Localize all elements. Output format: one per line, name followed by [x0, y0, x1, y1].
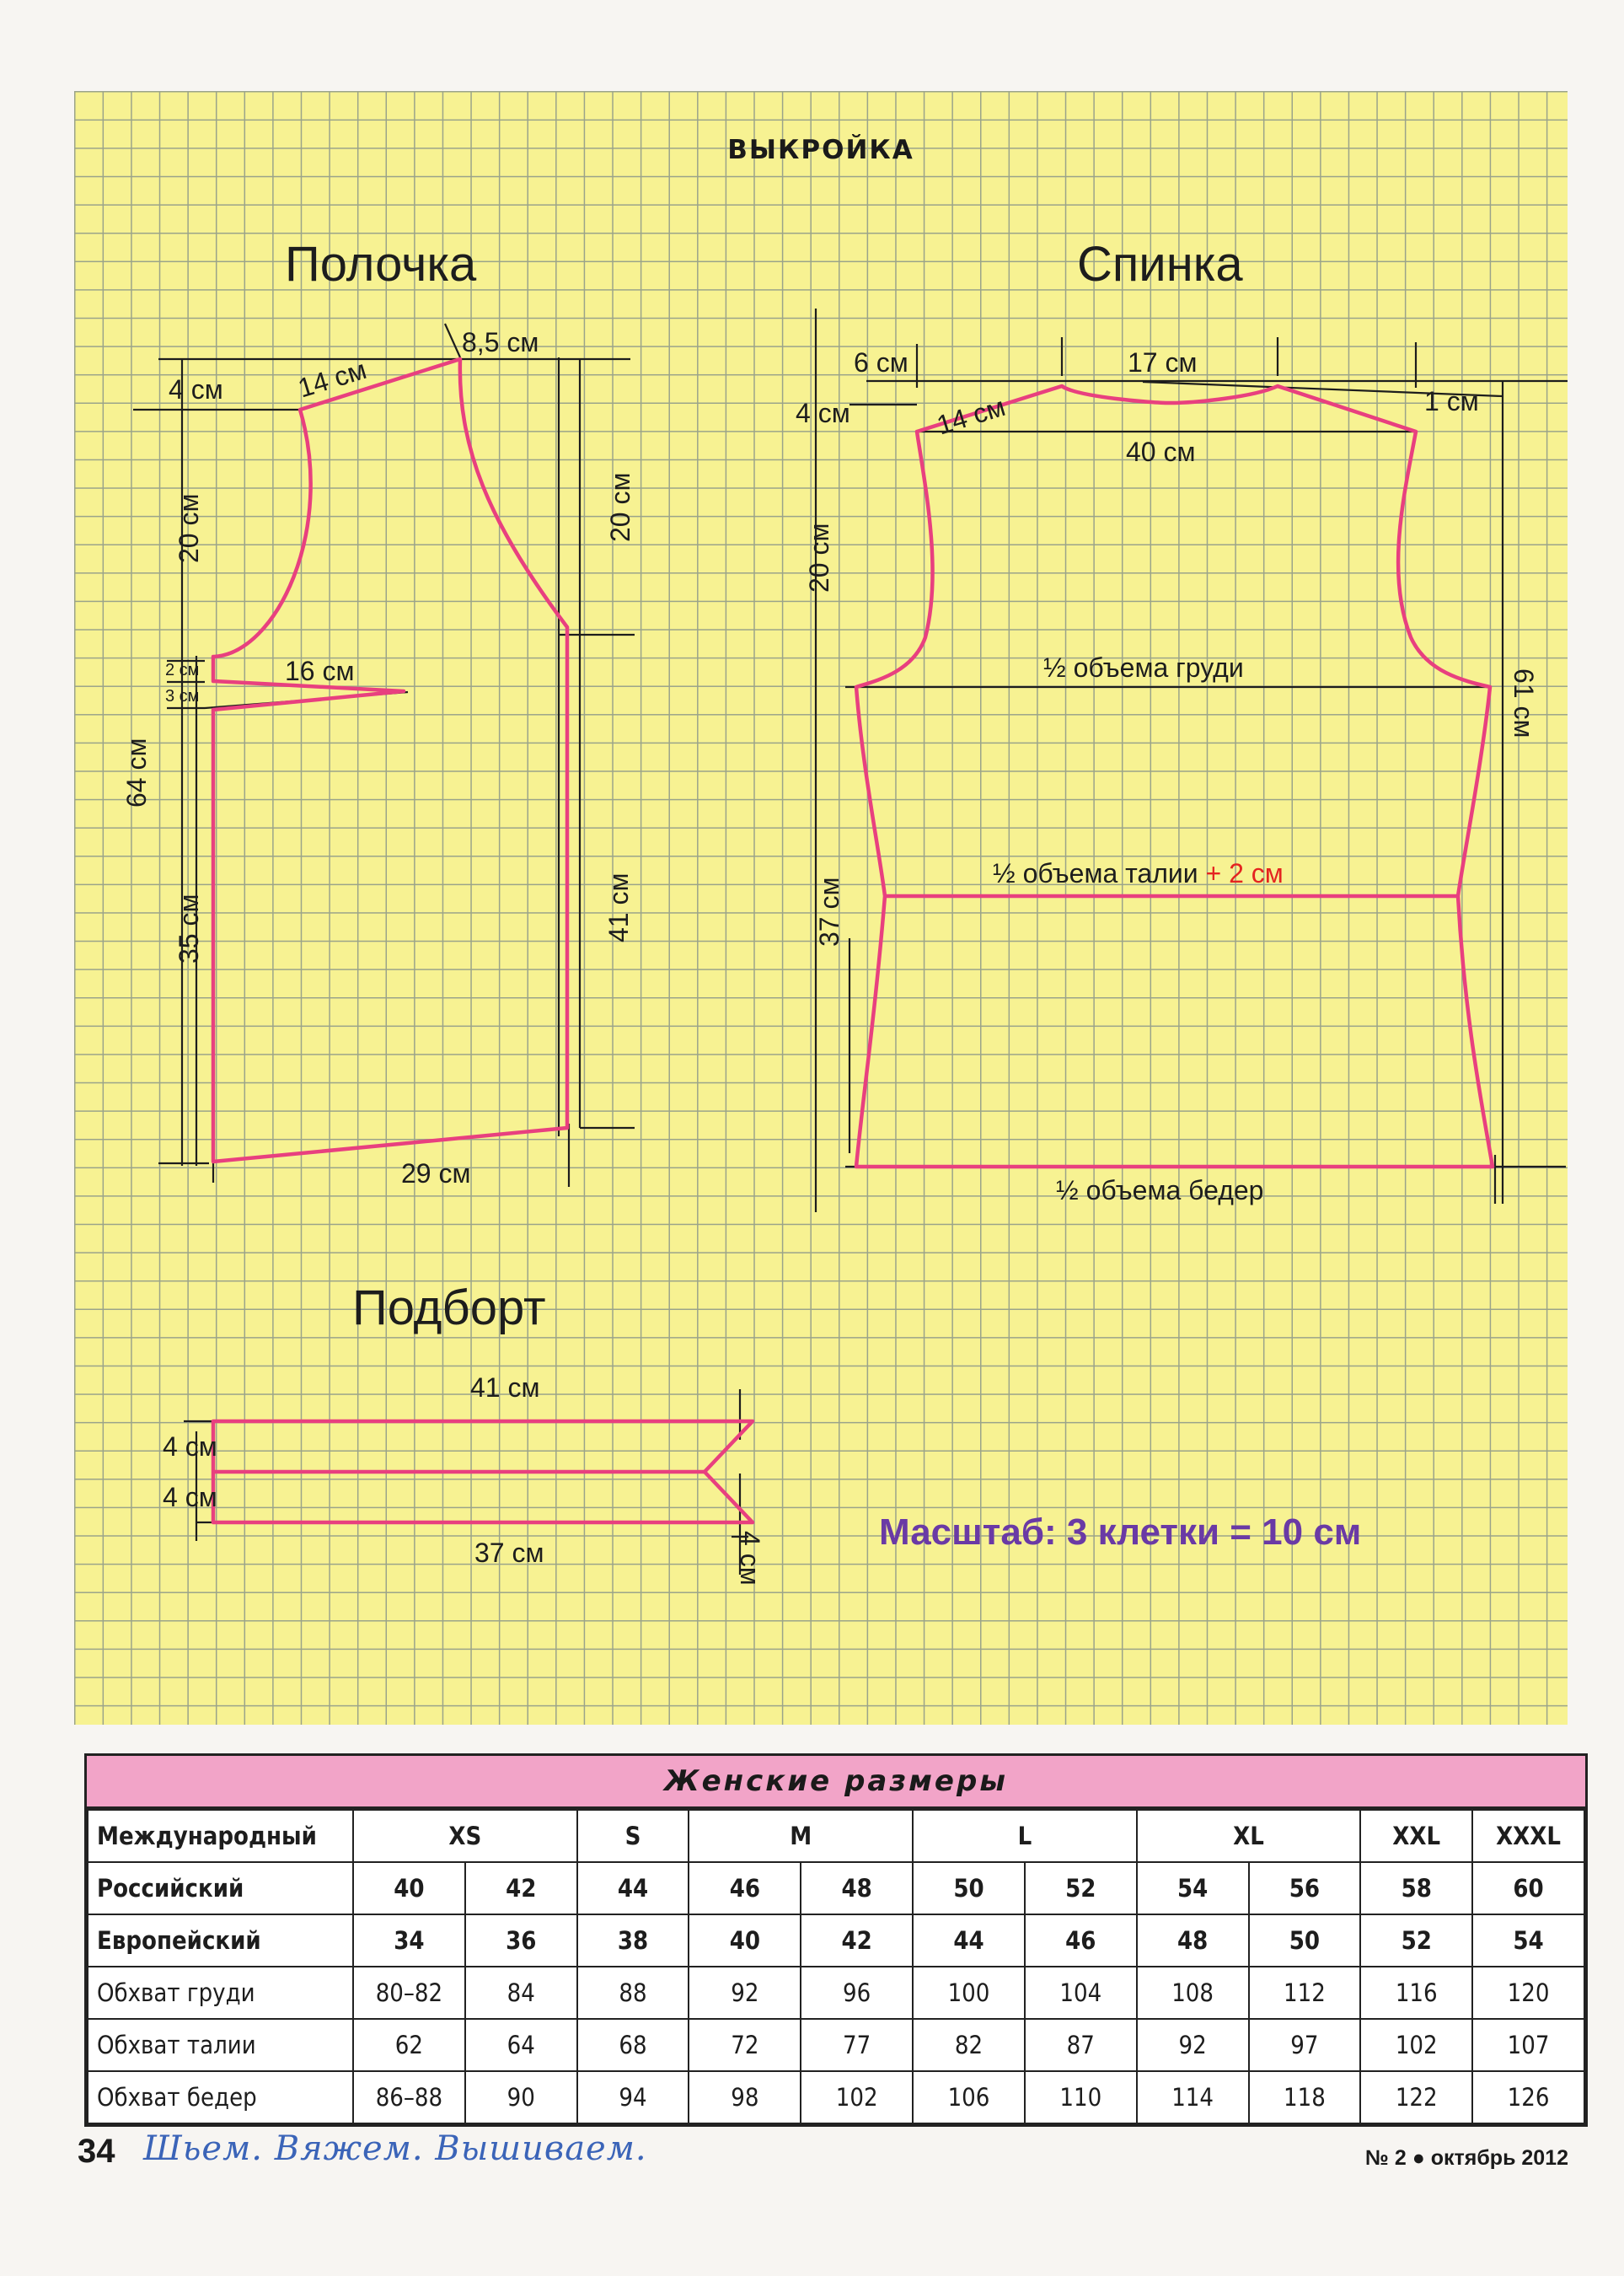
label-spinka-waist: [993, 860, 1284, 887]
table-cell: 46: [1025, 1914, 1137, 1967]
label-armhole: 20 см: [174, 493, 204, 563]
table-row: [88, 1967, 1584, 2019]
size-cell: M: [689, 1810, 913, 1862]
table-cell: 44: [577, 1862, 689, 1914]
size-cell: XXL: [1360, 1810, 1472, 1862]
table-cell: 46: [689, 1862, 801, 1914]
label-podbort-strip2: 4 см: [163, 1482, 217, 1512]
row-header: Обхват бедер: [88, 2071, 353, 2123]
table-cell: 102: [801, 2071, 913, 2123]
table-row: [88, 1862, 1584, 1914]
row-header: Обхват груди: [88, 1967, 353, 2019]
table-cell: 50: [913, 1862, 1025, 1914]
label-polochka-bottom: 29 см: [401, 1158, 471, 1189]
table-cell: 52: [1360, 1914, 1472, 1967]
label-spinka-shoulder-left: 6 см: [854, 347, 908, 378]
table-cell: 84: [465, 1967, 577, 2019]
polochka-outline: [213, 359, 567, 1162]
size-cell: XL: [1137, 1810, 1361, 1862]
table-cell: 108: [1137, 1967, 1249, 2019]
pattern-outlines: [213, 359, 1493, 1522]
table-cell: 104: [1025, 1967, 1137, 2019]
table-cell: 87: [1025, 2019, 1137, 2071]
table-row: [88, 1810, 1584, 1862]
table-cell: 94: [577, 2071, 689, 2123]
label-podbort-bottom: 37 см: [474, 1538, 544, 1568]
label-spinka-drop-left: 4 см: [796, 398, 850, 428]
table-cell: 48: [1137, 1914, 1249, 1967]
label-spinka-waist-add: + 2 см: [1205, 858, 1284, 888]
table-cell: 100: [913, 1967, 1025, 2019]
dimension-lines: [133, 309, 1568, 1575]
table-cell: 38: [577, 1914, 689, 1967]
table-cell: 118: [1249, 2071, 1361, 2123]
table-cell: 77: [801, 2019, 913, 2071]
scale-note: Масштаб: 3 клетки = 10 см: [879, 1511, 1362, 1553]
table-row: [88, 2019, 1584, 2071]
page-number: 34: [78, 2133, 115, 2170]
table-cell: 112: [1249, 1967, 1361, 2019]
table-cell: 120: [1472, 1967, 1584, 2019]
size-table-title: Женские размеры: [87, 1756, 1585, 1809]
table-cell: 122: [1360, 2071, 1472, 2123]
table-cell: 126: [1472, 2071, 1584, 2123]
table-cell: 102: [1360, 2019, 1472, 2071]
table-cell: 56: [1249, 1862, 1361, 1914]
table-cell: 86–88: [353, 2071, 465, 2123]
table-cell: 90: [465, 2071, 577, 2123]
table-cell: 54: [1137, 1862, 1249, 1914]
table-cell: 34: [353, 1914, 465, 1967]
table-cell: 54: [1472, 1914, 1584, 1967]
table-cell: 62: [353, 2019, 465, 2071]
table-cell: 80–82: [353, 1967, 465, 2019]
table-cell: 42: [801, 1914, 913, 1967]
label-spinka-length: 61 см: [1509, 668, 1539, 738]
table-cell: 40: [689, 1914, 801, 1967]
section-title: ВЫКРОЙКА: [727, 135, 914, 165]
label-spinka-neck: 17 см: [1128, 347, 1198, 378]
table-cell: 88: [577, 1967, 689, 2019]
label-dart-width: 3 см: [165, 687, 200, 706]
table-cell: 92: [1137, 2019, 1249, 2071]
pattern-sheet: [74, 91, 1568, 1725]
label-podbort-top: 41 см: [470, 1372, 540, 1403]
table-row: [88, 1914, 1584, 1967]
table-cell: 36: [465, 1914, 577, 1967]
label-polochka-shoulder: 14 см: [294, 353, 370, 404]
table-row: [88, 2071, 1584, 2123]
table-cell: 82: [913, 2019, 1025, 2071]
spinka-outline: [856, 386, 1493, 1167]
table-cell: 44: [913, 1914, 1025, 1967]
row-header: Европейский: [88, 1914, 353, 1967]
table-cell: 58: [1360, 1862, 1472, 1914]
table-cell: 98: [689, 2071, 801, 2123]
label-spinka-hips: ½ объема бедер: [1056, 1175, 1264, 1205]
label-dart-length: 16 см: [285, 656, 355, 686]
table-cell: 50: [1249, 1914, 1361, 1967]
issue-info: № 2 ● октябрь 2012: [1365, 2146, 1568, 2170]
table-cell: 68: [577, 2019, 689, 2071]
table-cell: 96: [801, 1967, 913, 2019]
table-cell: 114: [1137, 2071, 1249, 2123]
size-cell: L: [913, 1810, 1137, 1862]
label-front-armhole: 20 см: [605, 472, 635, 542]
podbort-title: Подборт: [352, 1280, 546, 1335]
label-shoulder-drop: 8,5 см: [462, 327, 539, 357]
size-cell: XXXL: [1472, 1810, 1584, 1862]
table-cell: 64: [465, 2019, 577, 2071]
label-spinka-shoulder: 14 см: [933, 390, 1009, 441]
table-cell: 97: [1249, 2019, 1361, 2071]
magazine-name: Шьем. Вяжем. Вышиваем.: [143, 2129, 647, 2168]
label-spinka-side: 37 см: [814, 877, 844, 947]
label-podbort-strip1: 4 см: [163, 1431, 217, 1462]
label-polochka-length: 64 см: [121, 738, 152, 808]
row-header: Международный: [88, 1810, 353, 1862]
table-cell: 110: [1025, 2071, 1137, 2123]
size-cell: XS: [353, 1810, 577, 1862]
size-table: [84, 1753, 1588, 2127]
table-cell: 72: [689, 2019, 801, 2071]
size-cell: S: [577, 1810, 689, 1862]
table-cell: 52: [1025, 1862, 1137, 1914]
size-table-grid: [87, 1809, 1585, 2124]
table-cell: 40: [353, 1862, 465, 1914]
label-spinka-bust: ½ объема груди: [1043, 652, 1244, 683]
label-podbort-end: 4 см: [735, 1531, 765, 1586]
label-spinka-width: 40 см: [1126, 437, 1196, 467]
label-polochka-front-side: 41 см: [603, 872, 634, 942]
table-cell: 92: [689, 1967, 801, 2019]
label-spinka-drop-right: 1 см: [1424, 386, 1479, 416]
label-dart-top: 2 см: [165, 661, 200, 679]
row-header: Обхват талии: [88, 2019, 353, 2071]
label-spinka-armhole: 20 см: [804, 523, 834, 593]
table-cell: 48: [801, 1862, 913, 1914]
row-header: Российский: [88, 1862, 353, 1914]
spinka-title: Спинка: [1077, 237, 1243, 292]
table-cell: 60: [1472, 1862, 1584, 1914]
label-neck-offset: 4 см: [169, 374, 223, 405]
label-spinka-waist-text: ½ объема талии: [993, 858, 1198, 888]
table-cell: 116: [1360, 1967, 1472, 2019]
table-cell: 106: [913, 2071, 1025, 2123]
polochka-title: Полочка: [285, 237, 477, 292]
table-cell: 42: [465, 1862, 577, 1914]
label-polochka-side: 35 см: [174, 894, 204, 964]
table-cell: 107: [1472, 2019, 1584, 2071]
